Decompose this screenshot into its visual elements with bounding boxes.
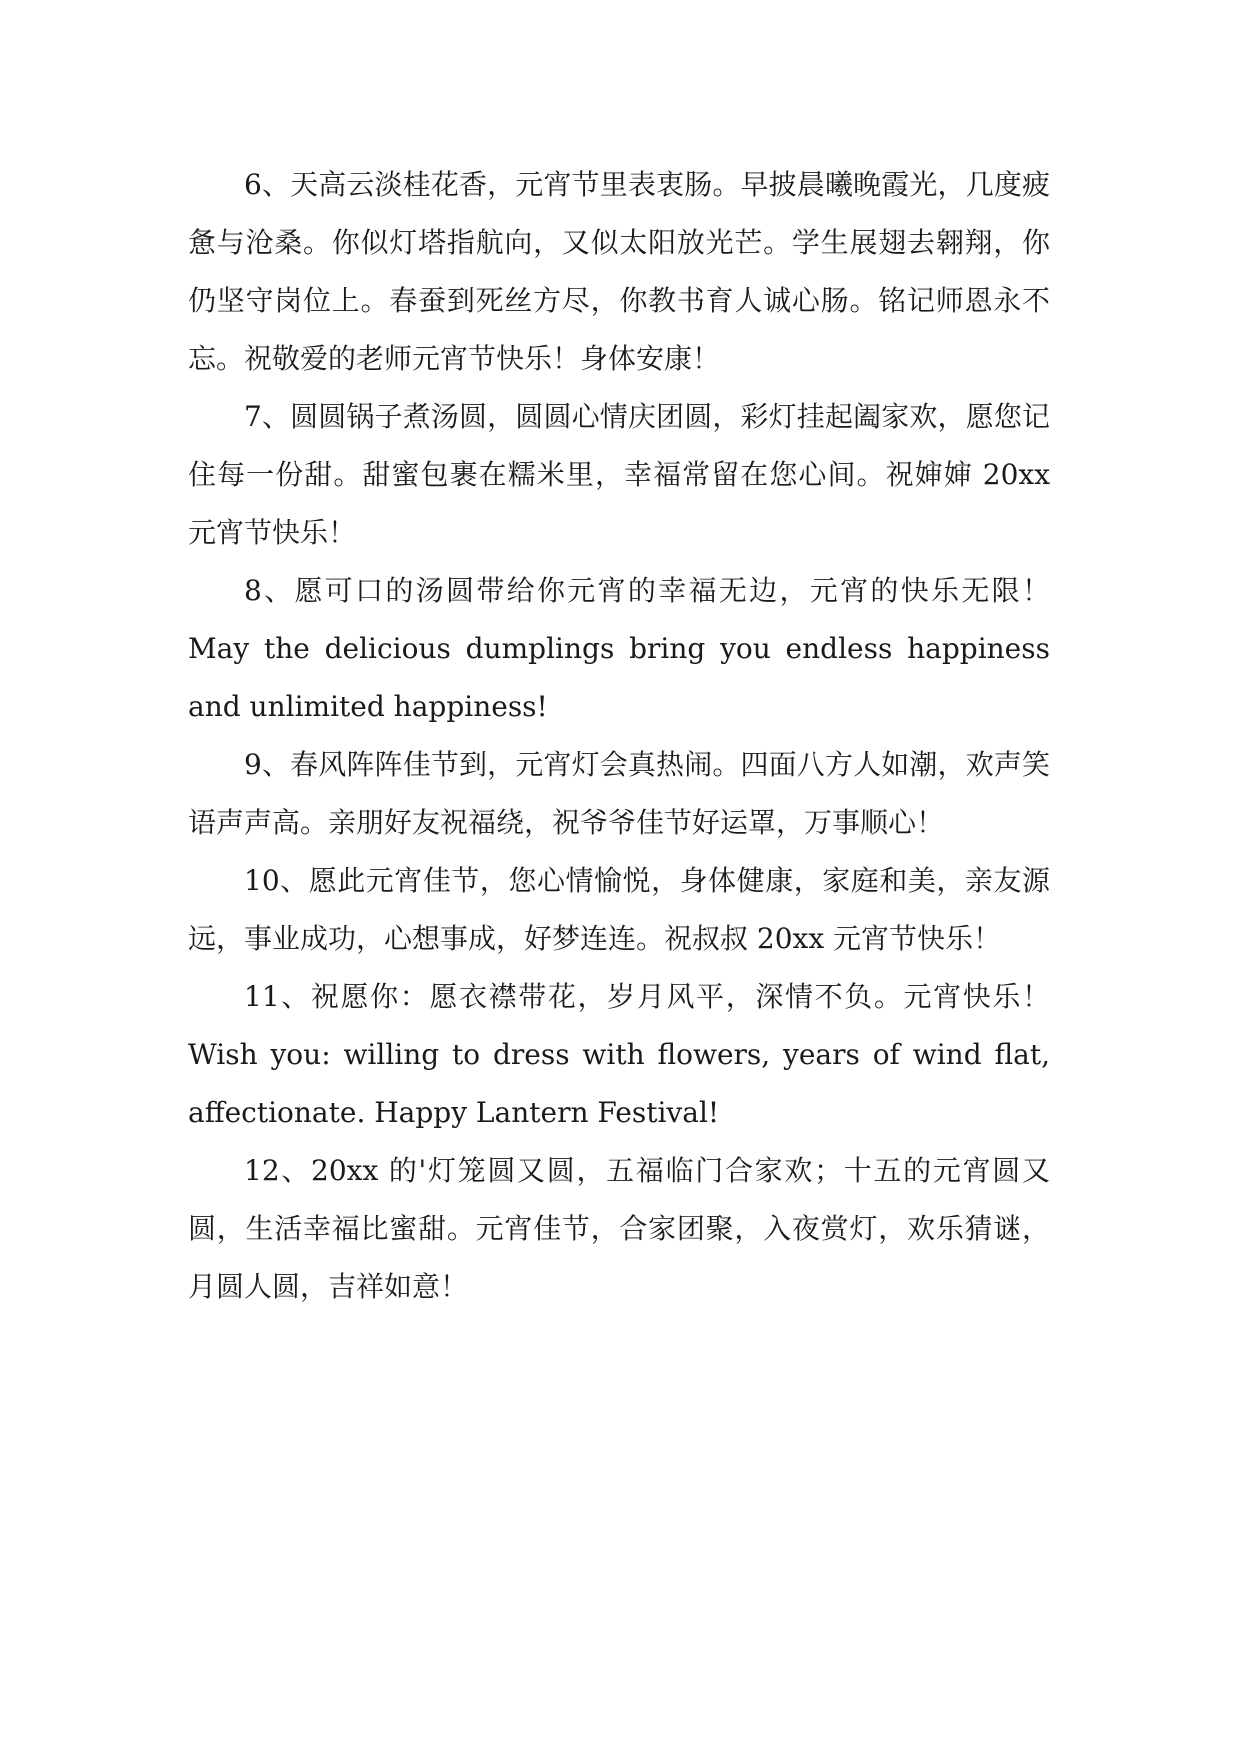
- paragraph-7: 7、圆圆锅子煮汤圆，圆圆心情庆团圆，彩灯挂起阖家欢，愿您记住每一份甜。甜蜜包裹在糯米里，幸福常留在您心间。祝婶婶 20xx 元宵节快乐！: [188, 400, 1050, 549]
- paragraph-6: 6、天高云淡桂花香，元宵节里表衷肠。早披晨曦晚霞光，几度疲惫与沧桑。你似灯塔指航向，又似太阳放光芒。学生展翅去翱翔，你仍坚守岗位上。春蚕到死丝方尽，你教书育人诚心肠。铭记师恩永不忘。祝敬爱的老师元宵节快乐！身体安康！: [188, 168, 1050, 375]
- paragraph-8: 8、愿可口的汤圆带给你元宵的幸福无边，元宵的快乐无限！ May the delicious dumplings bring you endless happiness and unlimited happiness!: [188, 574, 1050, 723]
- paragraph-11: 11、祝愿你：愿衣襟带花，岁月风平，深情不负。元宵快乐！ Wish you: willing to dress with flowers, years of wind flat, affectionate. Happy Lantern Festival!: [188, 980, 1050, 1129]
- paragraph-12: 12、20xx 的'灯笼圆又圆，五福临门合家欢；十五的元宵圆又圆，生活幸福比蜜甜。元宵佳节，合家团聚，入夜赏灯，欢乐猜谜，月圆人圆，吉祥如意！: [188, 1154, 1050, 1303]
- paragraph-10: 10、愿此元宵佳节，您心情愉悦，身体健康，家庭和美，亲友源远，事业成功，心想事成，好梦连连。祝叔叔 20xx 元宵节快乐！: [188, 864, 1050, 955]
- document-body: [188, 156, 1050, 1316]
- paragraph-9: 9、春风阵阵佳节到，元宵灯会真热闹。四面八方人如潮，欢声笑语声声高。亲朋好友祝福绕，祝爷爷佳节好运罩，万事顺心！: [188, 748, 1050, 839]
